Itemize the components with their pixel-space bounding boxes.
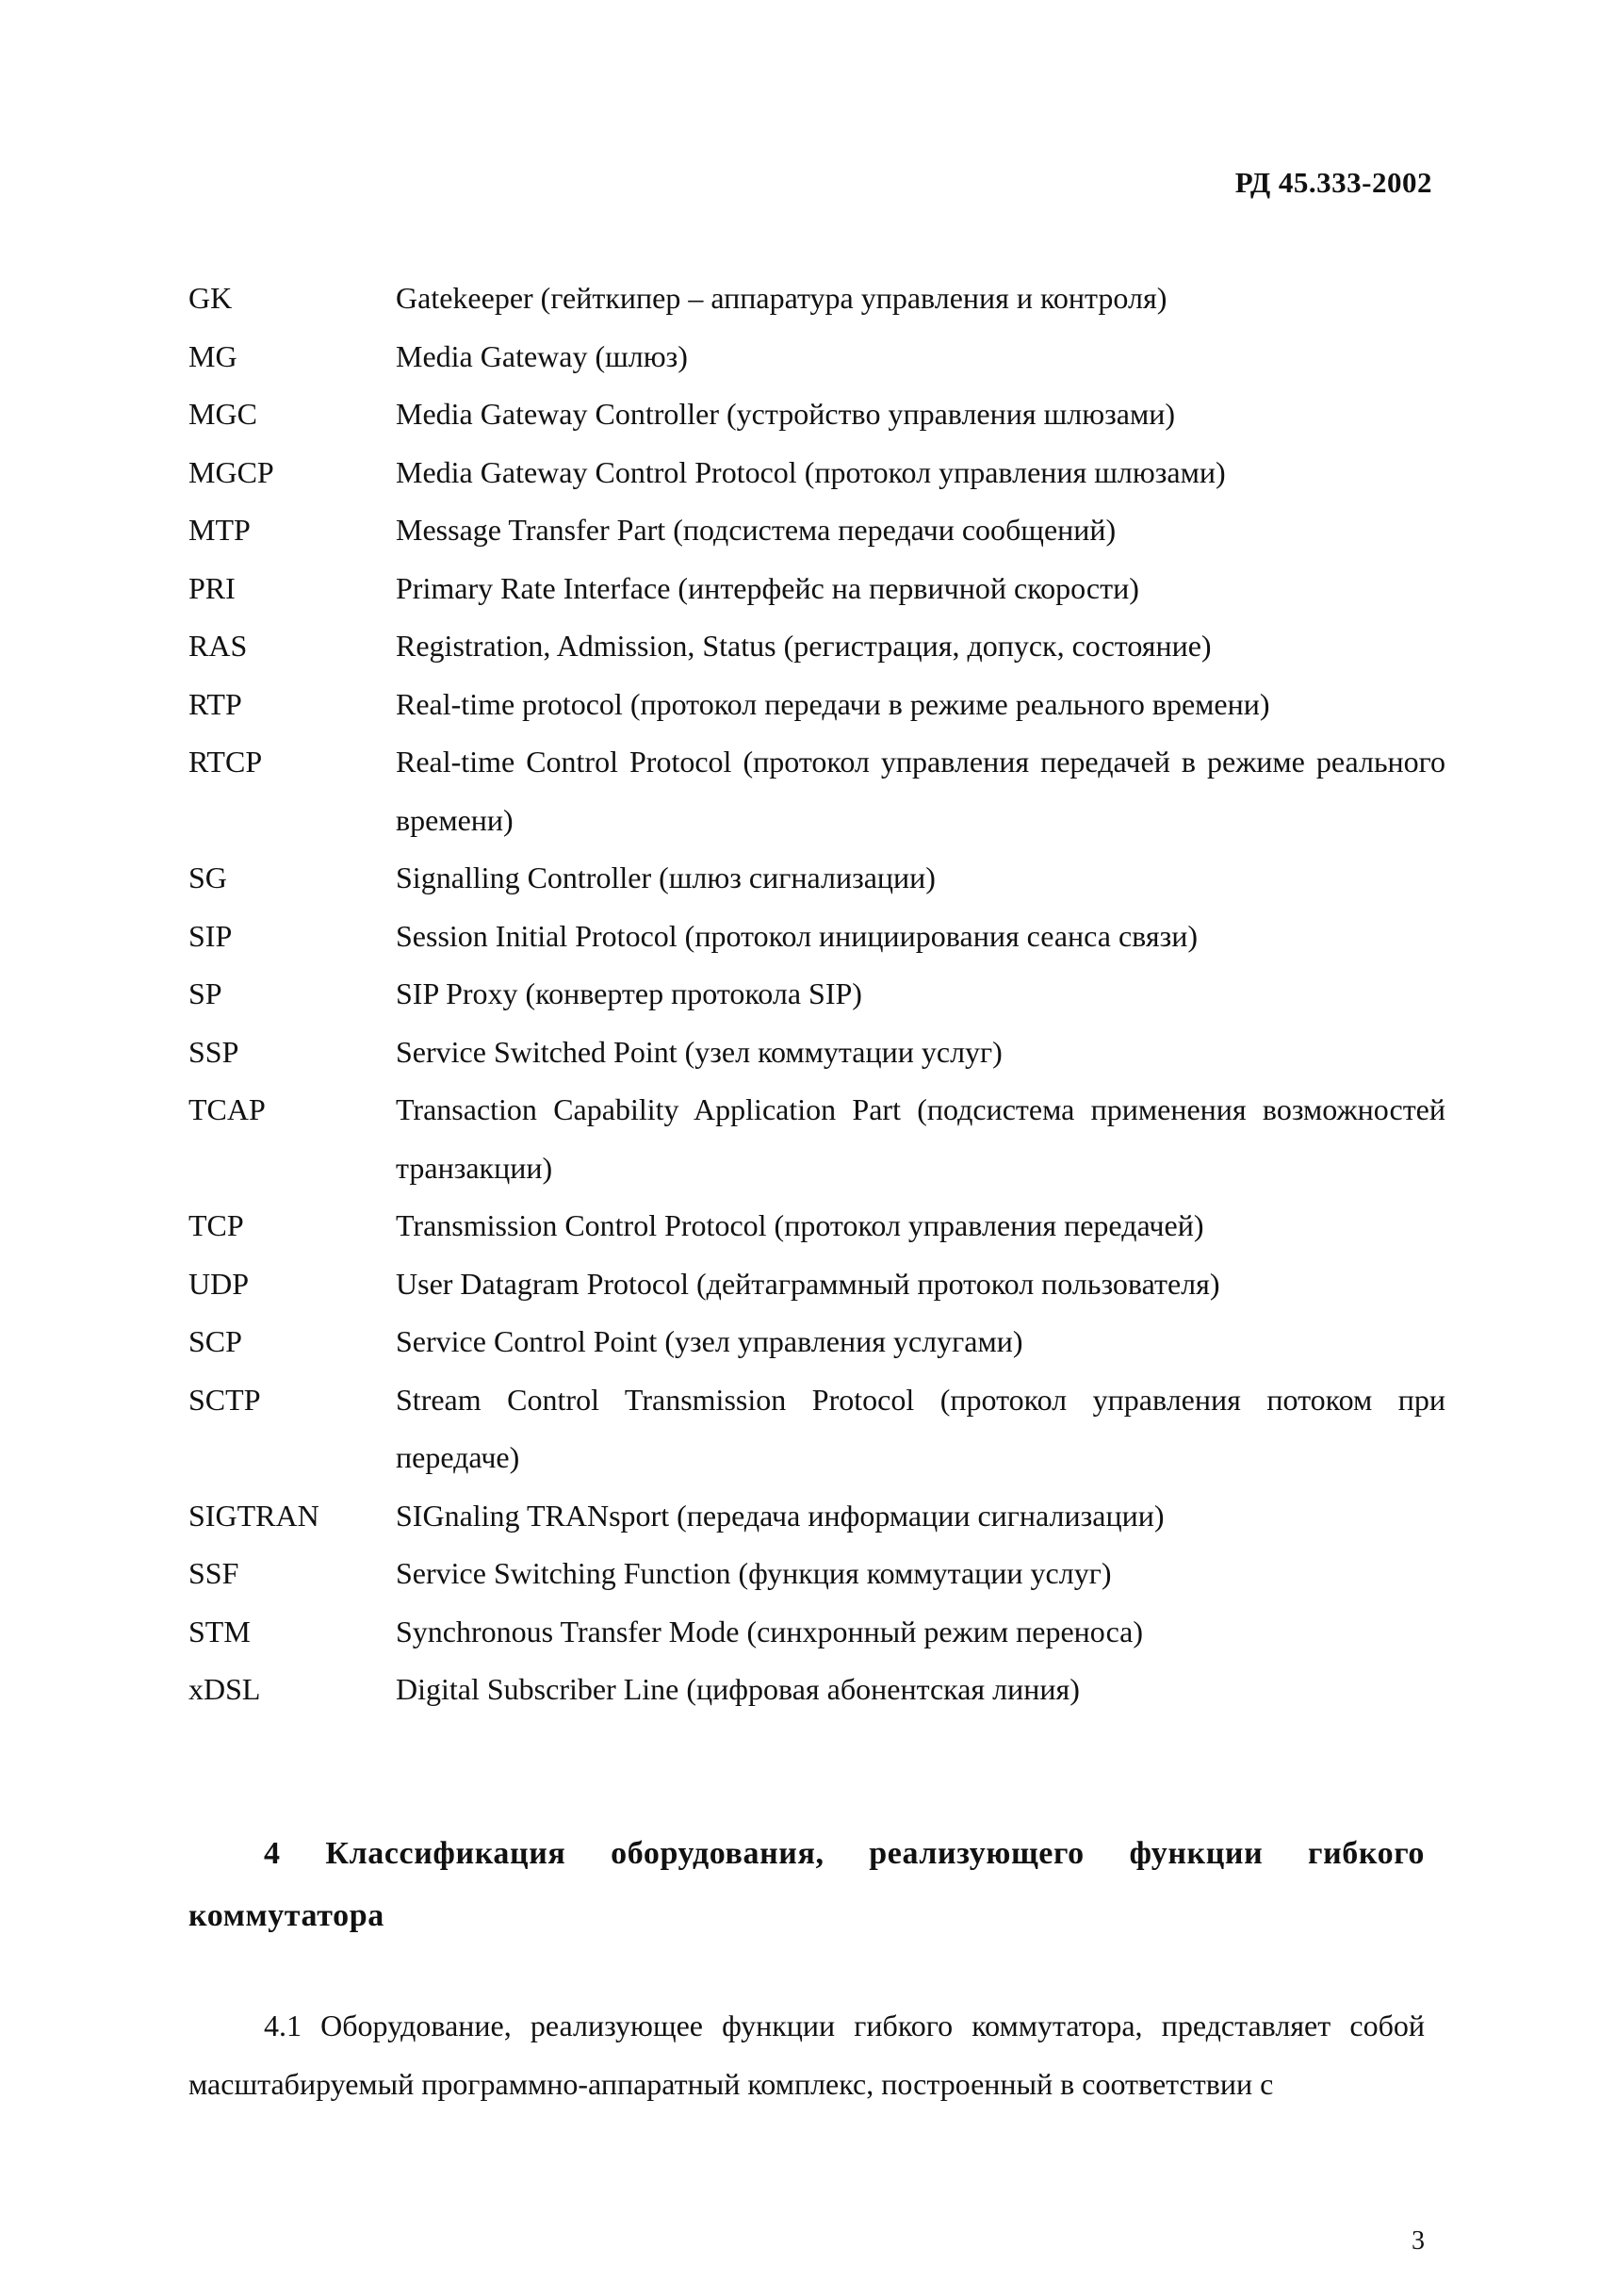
abbreviation-definition: Transaction Capability Application Part (подсистема применения возможностей транзакции) xyxy=(396,1092,1445,1185)
abbreviation-list xyxy=(188,270,1445,1719)
abbreviation-definition: Service Switching Function (функция коммутации услуг) xyxy=(396,1556,1112,1590)
abbreviation-term: TCAP xyxy=(188,1092,266,1126)
page-number: 3 xyxy=(1412,2226,1425,2255)
abbreviation-row xyxy=(188,1603,1445,1662)
abbreviation-row xyxy=(188,1545,1445,1603)
abbreviation-definition: Signalling Controller (шлюз сигнализации) xyxy=(396,861,936,894)
abbreviation-definition: Real-time protocol (протокол передачи в режиме реального времени) xyxy=(396,686,1270,721)
abbreviation-definition: Media Gateway Control Protocol (протокол управления шлюзами) xyxy=(396,454,1226,489)
abbreviation-definition: Media Gateway (шлюз) xyxy=(396,338,688,373)
abbreviation-definition: Real-time Control Protocol (протокол управления передачей в режиме реального времени) xyxy=(396,745,1445,837)
abbreviation-definition: Session Initial Protocol (протокол инициирования сеанса связи) xyxy=(396,918,1198,953)
abbreviation-row xyxy=(188,560,1445,618)
abbreviation-term: MGC xyxy=(188,397,257,431)
abbreviation-row xyxy=(188,501,1445,560)
abbreviation-term: TCP xyxy=(188,1208,244,1242)
abbreviation-term: MG xyxy=(188,338,237,373)
abbreviation-term: SP xyxy=(188,976,222,1010)
abbreviation-row xyxy=(188,1661,1445,1719)
abbreviation-row xyxy=(188,1081,1445,1197)
abbreviation-row xyxy=(188,1371,1445,1487)
abbreviation-row xyxy=(188,328,1445,386)
abbreviation-definition: Synchronous Transfer Mode (синхронный режим переноса) xyxy=(396,1614,1144,1648)
abbreviation-term: SSF xyxy=(188,1556,239,1590)
abbreviation-term: GK xyxy=(188,281,233,315)
abbreviation-term: RTP xyxy=(188,686,242,721)
abbreviation-row xyxy=(188,1255,1445,1314)
abbreviation-definition: User Datagram Protocol (дейтаграммный протокол пользователя) xyxy=(396,1266,1220,1301)
abbreviation-row xyxy=(188,676,1445,734)
abbreviation-definition: Media Gateway Controller (устройство управления шлюзами) xyxy=(396,397,1175,431)
abbreviation-row xyxy=(188,617,1445,676)
abbreviation-term: RAS xyxy=(188,629,248,663)
abbreviation-term: SCP xyxy=(188,1324,242,1358)
abbreviation-row xyxy=(188,965,1445,1024)
abbreviation-definition: Transmission Control Protocol (протокол управления передачей) xyxy=(396,1208,1204,1242)
abbreviation-row xyxy=(188,849,1445,908)
abbreviation-term: PRI xyxy=(188,570,236,605)
abbreviation-row xyxy=(188,385,1445,444)
abbreviation-definition: Primary Rate Interface (интерфейс на первичной скорости) xyxy=(396,570,1139,605)
abbreviation-definition: Service Control Point (узел управления услугами) xyxy=(396,1324,1023,1358)
abbreviation-term: SSP xyxy=(188,1034,239,1069)
abbreviation-definition: Message Transfer Part (подсистема передачи сообщений) xyxy=(396,513,1117,547)
abbreviation-term: SIGTRAN xyxy=(188,1498,319,1533)
abbreviation-row xyxy=(188,733,1445,849)
body-paragraph: 4.1 Оборудование, реализующее функции гибкого коммутатора, представляет собой масштабируемый программно-аппаратный комплекс, построенный в соответствии с xyxy=(188,2009,1425,2101)
document-code: РД 45.333-2002 xyxy=(1234,166,1432,199)
abbreviation-term: MGCP xyxy=(188,454,274,489)
abbreviation-definition: Service Switched Point (узел коммутации услуг) xyxy=(396,1034,1003,1069)
abbreviation-term: SCTP xyxy=(188,1382,261,1417)
abbreviation-row xyxy=(188,270,1445,328)
abbreviation-definition: SIP Proxy (конвертер протокола SIP) xyxy=(396,976,862,1010)
abbreviation-definition: Registration, Admission, Status (регистрация, допуск, состояние) xyxy=(396,629,1212,663)
abbreviation-term: xDSL xyxy=(188,1672,261,1706)
abbreviation-row xyxy=(188,1313,1445,1371)
abbreviation-definition: SIGnaling TRANsport (передача информации сигнализации) xyxy=(396,1498,1165,1533)
section-heading: 4 Классификация оборудования, реализующего функции гибкого коммутатора xyxy=(188,1836,1425,1933)
abbreviation-row xyxy=(188,444,1445,502)
abbreviation-row xyxy=(188,908,1445,966)
abbreviation-term: SG xyxy=(188,861,227,894)
abbreviation-term: RTCP xyxy=(188,745,263,779)
abbreviation-definition: Digital Subscriber Line (цифровая абонентская линия) xyxy=(396,1672,1080,1706)
abbreviation-row xyxy=(188,1024,1445,1082)
abbreviation-term: SIP xyxy=(188,918,233,953)
abbreviation-term: STM xyxy=(188,1614,251,1648)
abbreviation-row xyxy=(188,1487,1445,1546)
abbreviation-term: MTP xyxy=(188,513,251,547)
abbreviation-term: UDP xyxy=(188,1266,250,1301)
abbreviation-definition: Gatekeeper (гейткипер – аппаратура управления и контроля) xyxy=(396,281,1167,315)
abbreviation-row xyxy=(188,1197,1445,1255)
abbreviation-definition: Stream Control Transmission Protocol (протокол управления потоком при передаче) xyxy=(396,1382,1445,1474)
